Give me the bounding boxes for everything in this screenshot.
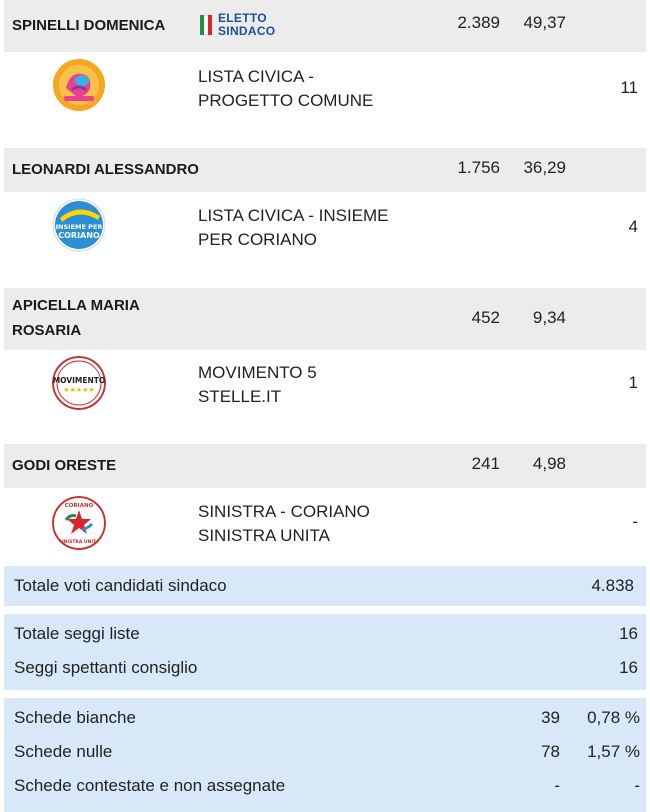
null-ballots-percent: 1,57 %: [587, 742, 640, 761]
logo-text: INSIEME PER: [55, 223, 103, 231]
blank-ballots-label: Schede bianche: [14, 708, 136, 727]
council-seats-label: Seggi spettanti consiglio: [14, 658, 198, 677]
list-name-line2: SINISTRA UNITA: [198, 526, 330, 545]
summary-row: [4, 769, 646, 803]
progetto-comune-logo-icon: [52, 58, 106, 112]
candidate-votes: 452: [471, 308, 500, 327]
contested-ballots-percent: -: [634, 776, 640, 795]
list-seats: 11: [620, 78, 638, 97]
contested-ballots-label: Schede contestate e non assegnate: [14, 776, 286, 795]
candidate-name: LEONARDI ALESSANDRO: [12, 161, 199, 178]
list-name-line2: PROGETTO COMUNE: [198, 91, 374, 110]
null-ballots-label: Schede nulle: [14, 742, 113, 761]
council-seats-value: 16: [619, 658, 638, 677]
candidate-votes: 241: [471, 454, 500, 473]
candidate-row: [4, 0, 646, 52]
candidate-name-line2: ROSARIA: [12, 322, 82, 339]
list-name-line2: STELLE.IT: [198, 387, 282, 406]
list-row: [4, 350, 646, 444]
movimento-5-stelle-logo-icon: [52, 356, 106, 410]
candidate-votes: 1.756: [457, 158, 500, 177]
list-row: [4, 52, 646, 148]
list-row: [4, 488, 646, 566]
candidate-row: [4, 444, 646, 488]
logo-text: CORIANO: [58, 231, 100, 240]
contested-ballots-count: -: [554, 776, 560, 795]
total-votes-value: 4.838: [591, 576, 634, 595]
italian-flag-icon: [200, 15, 212, 35]
logo-text: SINISTRA UNITA: [58, 540, 100, 545]
candidate-votes: 2.389: [457, 13, 500, 32]
candidate-percent: 9,34: [532, 308, 566, 327]
blank-ballots-count: 39: [541, 708, 560, 727]
list-name-line1: MOVIMENTO 5: [198, 363, 317, 382]
total-seats-label: Totale seggi liste: [14, 624, 140, 643]
candidate-percent: 49,37: [523, 13, 566, 32]
list-name-line1: LISTA CIVICA -: [198, 67, 314, 86]
svg-text:★★★★★: ★★★★★: [63, 386, 95, 394]
list-name-line2: PER CORIANO: [198, 230, 318, 249]
summary-row: [4, 569, 646, 603]
blank-ballots-percent: 0,78 %: [587, 708, 640, 727]
summary-row: [4, 651, 646, 685]
total-votes-box: [4, 566, 646, 606]
candidate-row: [4, 148, 646, 192]
total-votes-label: Totale voti candidati sindaco: [14, 576, 227, 595]
candidate-percent: 4,98: [532, 454, 566, 473]
candidate-name: GODI ORESTE: [12, 457, 117, 474]
list-row: [4, 192, 646, 288]
list-seats: 1: [628, 373, 638, 392]
summary-row: [4, 735, 646, 769]
candidate-name: SPINELLI DOMENICA: [12, 17, 166, 34]
summary-row: [4, 617, 646, 651]
ballots-box: [4, 698, 646, 812]
sinistra-unita-logo-icon: [52, 496, 106, 550]
total-seats-value: 16: [619, 624, 638, 643]
seats-box: [4, 614, 646, 690]
mayor-label: SINDACO: [218, 24, 276, 38]
elected-label: ELETTO: [218, 11, 267, 25]
logo-text: MOVIMENTO: [52, 376, 106, 385]
list-name-line1: LISTA CIVICA - INSIEME: [198, 206, 389, 225]
insieme-per-coriano-logo-icon: [52, 198, 106, 252]
list-seats: 4: [628, 217, 638, 236]
candidate-percent: 36,29: [523, 158, 566, 177]
null-ballots-count: 78: [541, 742, 560, 761]
elected-badge: [200, 12, 275, 38]
candidate-name: APICELLA MARIA: [12, 297, 140, 314]
summary-row: [4, 701, 646, 735]
list-name-line1: SINISTRA - CORIANO: [198, 502, 370, 521]
logo-text: CORIANO: [64, 503, 94, 509]
list-seats: -: [632, 512, 638, 531]
candidate-row: [4, 288, 646, 350]
